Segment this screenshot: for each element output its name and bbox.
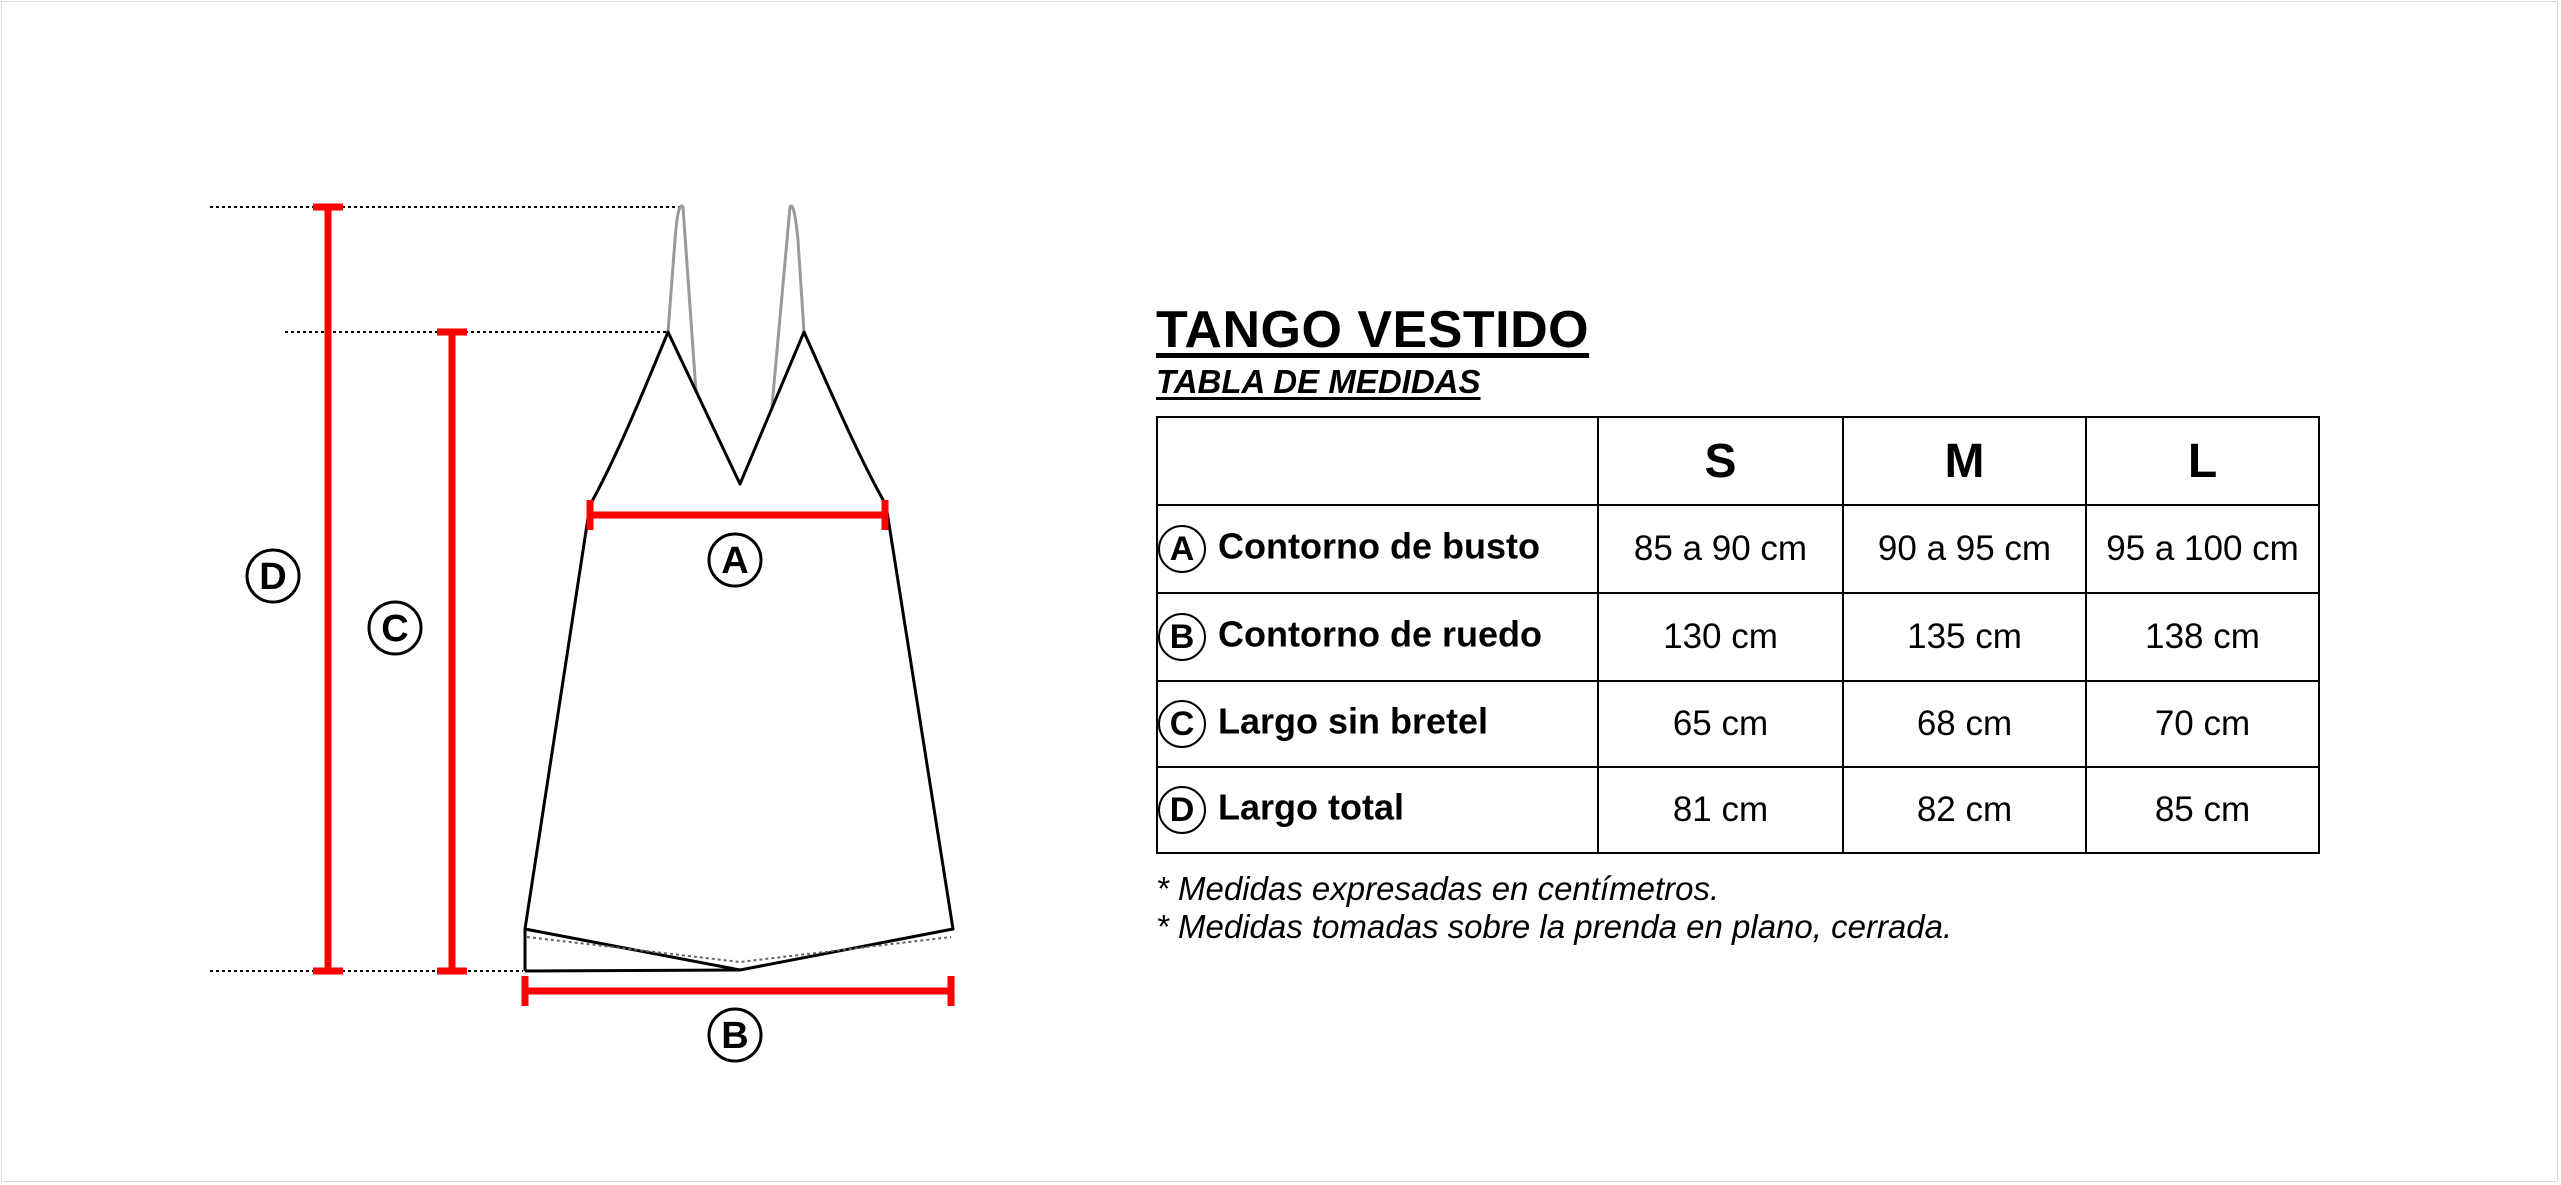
size-header-s: S (1598, 417, 1843, 505)
row-key-badge: D (1158, 786, 1206, 834)
size-header-l: L (2086, 417, 2319, 505)
value-cell: 68 cm (1843, 681, 2086, 767)
table-row (1157, 593, 2319, 681)
table-row (1157, 767, 2319, 853)
value-cell: 138 cm (2086, 593, 2319, 681)
label-d-text: D (259, 556, 287, 598)
value-cell: 85 a 90 cm (1598, 505, 1843, 593)
size-header-m: M (1843, 417, 2086, 505)
row-label-text: Largo sin bretel (1218, 700, 1489, 742)
product-title: TANGO VESTIDO (1156, 301, 1590, 359)
header-empty-cell (1157, 417, 1598, 505)
value-cell: 70 cm (2086, 681, 2319, 767)
measure-c-line (437, 332, 467, 971)
measure-d-line (313, 207, 343, 971)
table-header-row (1157, 417, 2319, 505)
label-c-badge (369, 602, 421, 654)
garment-diagram (0, 0, 1100, 1185)
row-label-text: Contorno de ruedo (1218, 613, 1542, 655)
footnote: * Medidas expresadas en centímetros. (1156, 870, 1720, 907)
row-label (1157, 593, 1598, 681)
label-d-badge (247, 550, 299, 602)
row-label-text: Largo total (1218, 786, 1404, 828)
label-a-badge (709, 534, 761, 586)
value-cell: 81 cm (1598, 767, 1843, 853)
row-label-text: Contorno de busto (1218, 525, 1540, 567)
size-table (1156, 416, 2320, 854)
row-key-badge: C (1158, 700, 1206, 748)
label-a-text: A (721, 540, 749, 582)
value-cell: 95 a 100 cm (2086, 505, 2319, 593)
label-b-text: B (721, 1015, 749, 1057)
footnote: * Medidas tomadas sobre la prenda en plano, cerrada. (1156, 908, 1953, 945)
value-cell: 130 cm (1598, 593, 1843, 681)
value-cell: 65 cm (1598, 681, 1843, 767)
row-label (1157, 505, 1598, 593)
title-block (1156, 300, 1589, 402)
value-cell: 82 cm (1843, 767, 2086, 853)
value-cell: 85 cm (2086, 767, 2319, 853)
label-c-text: C (381, 608, 409, 650)
dress-outline (525, 332, 953, 971)
table-row (1157, 681, 2319, 767)
row-key-badge: B (1158, 613, 1206, 661)
value-cell: 90 a 95 cm (1843, 505, 2086, 593)
table-row (1157, 505, 2319, 593)
table-subtitle: TABLA DE MEDIDAS (1156, 363, 1481, 400)
measure-a-line (590, 500, 885, 530)
value-cell: 135 cm (1843, 593, 2086, 681)
row-key-badge: A (1158, 525, 1206, 573)
label-b-badge (709, 1009, 761, 1061)
row-label (1157, 767, 1598, 853)
measure-b-line (525, 976, 951, 1006)
row-label (1157, 681, 1598, 767)
footnotes (1156, 870, 1952, 946)
